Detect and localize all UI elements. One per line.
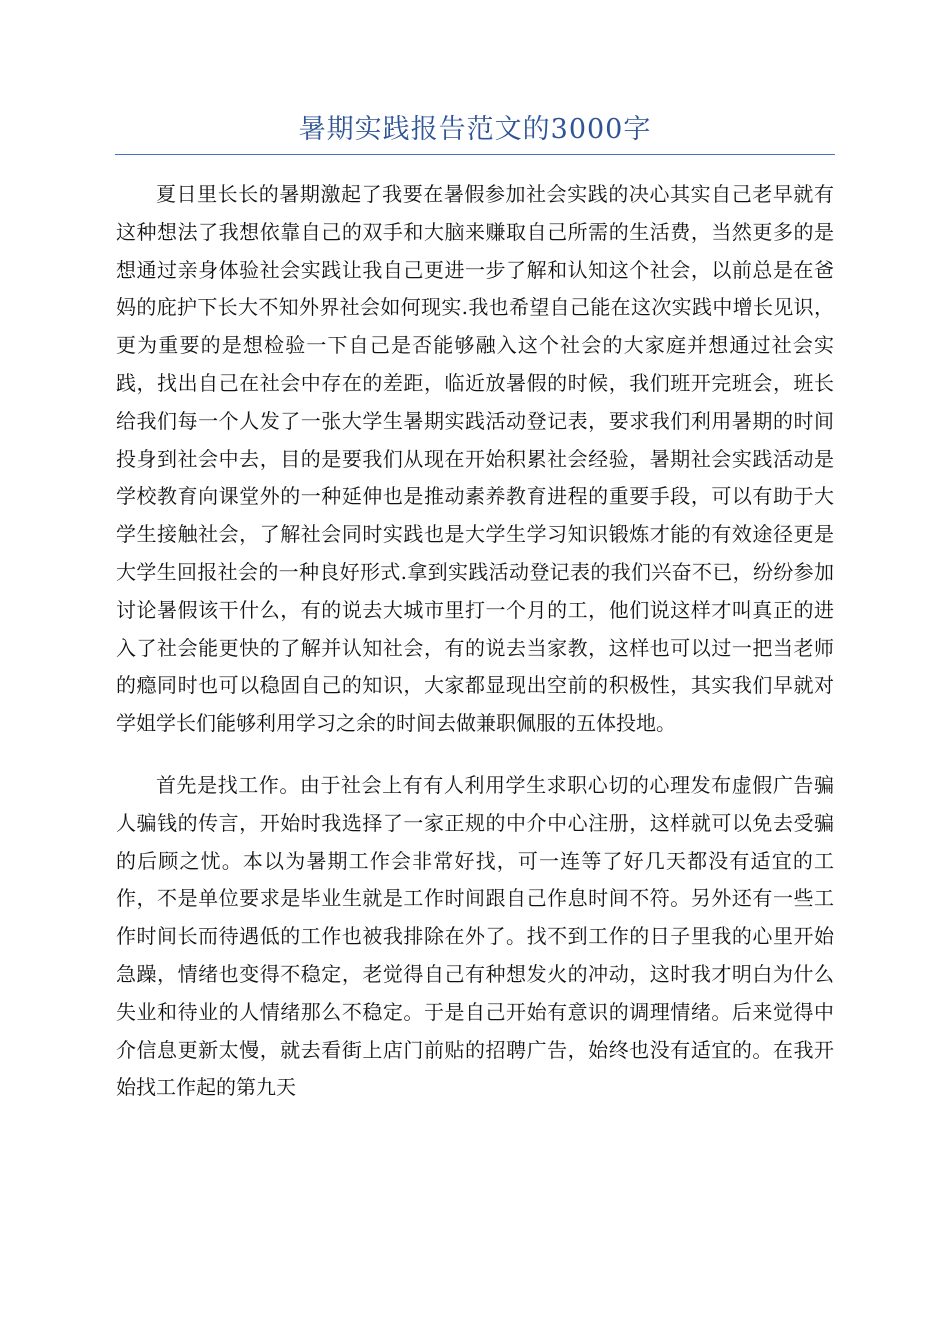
paragraph-2: 首先是找工作。由于社会上有有人利用学生求职心切的心理发布虚假广告骗人骗钱的传言，开始时我选择了一家正规的中介中心注册，这样就可以免去受骗的后顾之忧。本以为暑期工作会非常好找，可一连等了好几天都没有适宜的工作，不是单位要求是毕业生就是工作时间跟自己作息时间不符。另外还有一些工作时间长而待遇低的工作也被我排除在外了。找不到工作的日子里我的心里开始急躁，情绪也变得不稳定，老觉得自己有种想发火的冲动，这时我才明白为什么失业和待业的人情绪那么不稳定。于是自己开始有意识的调理情绪。后来觉得中介信息更新太慢，就去看街上店门前贴的招聘广告，始终也没有适宜的。在我开始找工作起的第九天 (116, 772, 834, 1100)
paragraph-1: 夏日里长长的暑期激起了我要在暑假参加社会实践的决心其实自己老早就有这种想法了我想依靠自己的双手和大脑来赚取自己所需的生活费，当然更多的是想通过亲身体验社会实践让我自己更进一步了解和认知这个社会，以前总是在爸妈的庇护下长大不知外界社会如何现实.我也希望自己能在这次实践中增长见识，更为重要的是想检验一下自己是否能够融入这个社会的大家庭并想通过社会实践，找出自己在社会中存在的差距，临近放暑假的时候，我们班开完班会，班长给我们每一个人发了一张大学生暑期实践活动登记表，要求我们利用暑期的时间投身到社会中去，目的是要我们从现在开始积累社会经验，暑期社会实践活动是学校教育向课堂外的一种延伸也是推动素养教育进程的重要手段，可以有助于大学生接触社会，了解社会同时实践也是大学生学习知识锻炼才能的有效途径更是大学生回报社会的一种良好形式.拿到实践活动登记表的我们兴奋不已，纷纷参加讨论暑假该干什么，有的说去大城市里打一个月的工，他们说这样才叫真正的进入了社会能更快的了解并认知社会，有的说去当家教，这样也可以过一把当老师的瘾同时也可以稳固自己的知识，大家都显现出空前的积极性，其实我们早就对学姐学长们能够利用学习之余的时间去做兼职佩服的五体投地。 (116, 182, 834, 736)
title-underline (115, 154, 835, 155)
document-title: 暑期实践报告范文的3000字 (298, 114, 652, 145)
document-body (116, 176, 834, 1107)
